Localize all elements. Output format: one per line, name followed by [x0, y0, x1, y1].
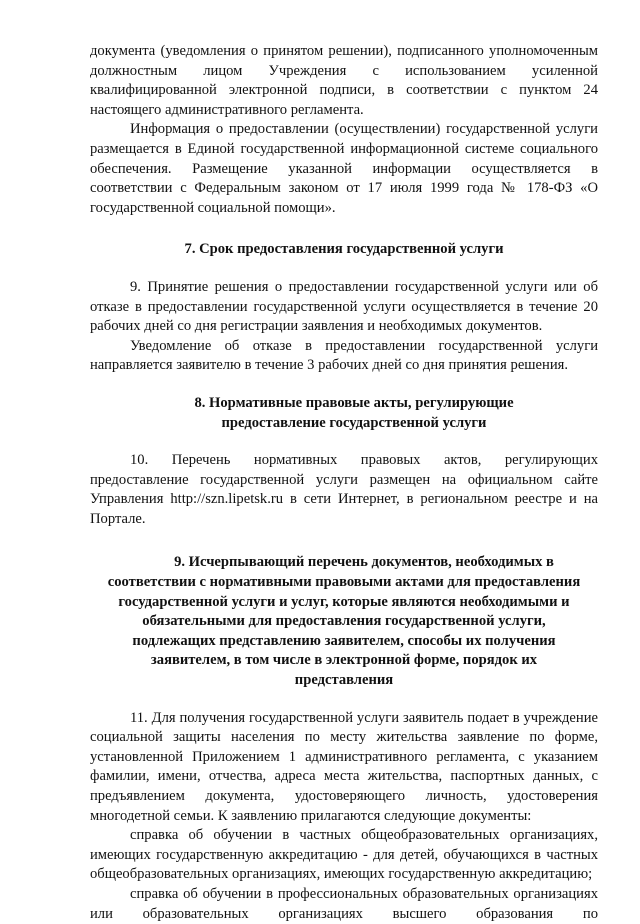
paragraph-info-placement: Информация о предоставлении (осуществлении) государственной услуги размещается в Единой государственной информационной системе социального обеспечения. Размещение указанной информации осуществляется в соответствии с Федеральным законом от 17 июля 1999 года № 178-ФЗ «О государственной социальной помощи».: [90, 121, 598, 216]
section-9-heading-line: обязательными для предоставления государственной услуги,: [142, 613, 546, 630]
paragraph-9-notification: Уведомление об отказе в предоставлении государственной услуги направляется заявителю в течение 3 рабочих дней со дня принятия решения.: [90, 337, 598, 374]
section-9-heading-line: представления: [294, 672, 394, 689]
section-9-heading-line: соответствии с нормативными правовыми актами для предоставления: [107, 574, 581, 591]
paragraph-continuation: документа (уведомления о принятом решении), подписанного уполномоченным должностным лицом Учреждения с использованием усиленной квалифицированной электронной подписи, в соответствии с пунктом 24 настоящего административного регламента.: [90, 43, 598, 118]
list-item: справка об обучении в частных общеобразовательных организациях, имеющих государственную аккредитацию - для детей, обучающихся в частных общеобразовательных организациях, имеющих государственную аккредитацию;: [90, 827, 598, 883]
section-8-heading: [90, 394, 598, 433]
list-item: справка об обучении в профессиональных образовательных организациях или образовательных организациях высшего образования по: [90, 885, 598, 922]
paragraph-10: 10. Перечень нормативных правовых актов, регулирующих предоставление государственной услуги размещен на официальном сайте Управления http://szn.lipetsk.ru в сети Интернет, в региональном реестре и на Портале.: [90, 452, 598, 527]
section-9-heading-line: государственной услуги и услуг, которые являются необходимыми и: [118, 593, 570, 610]
paragraph-9: 9. Принятие решения о предоставлении государственной услуги или об отказе в предоставлении государственной услуги осуществляется в течение 20 рабочих дней со дня регистрации заявления и необходимых документов.: [90, 278, 598, 335]
section-9-heading-line: заявителем, в том числе в электронной форме, порядок их: [150, 652, 538, 669]
section-8-heading-line: предоставление государственной услуги: [221, 414, 487, 431]
section-9-heading-line: 9. Исчерпывающий перечень документов, необходимых в: [174, 554, 554, 571]
section-7-heading: 7. Срок предоставления государственной услуги: [184, 241, 504, 258]
document-page: [90, 42, 598, 924]
section-9-heading-line: подлежащих представлению заявителем, способы их получения: [132, 632, 556, 649]
section-9-heading: [90, 553, 598, 690]
section-8-heading-line: 8. Нормативные правовые акты, регулирующие: [194, 394, 514, 411]
paragraph-11: 11. Для получения государственной услуги заявитель подает в учреждение социальной защиты населения по месту жительства заявление по форме, установленной Приложением 1 административного регламента, с указанием фамилии, имени, отчества, адреса места жительства, паспортных данных, с предъявлением документа, удостоверяющего личность, удостоверения многодетной семьи. К заявлению прилагаются следующие документы:: [90, 709, 598, 824]
